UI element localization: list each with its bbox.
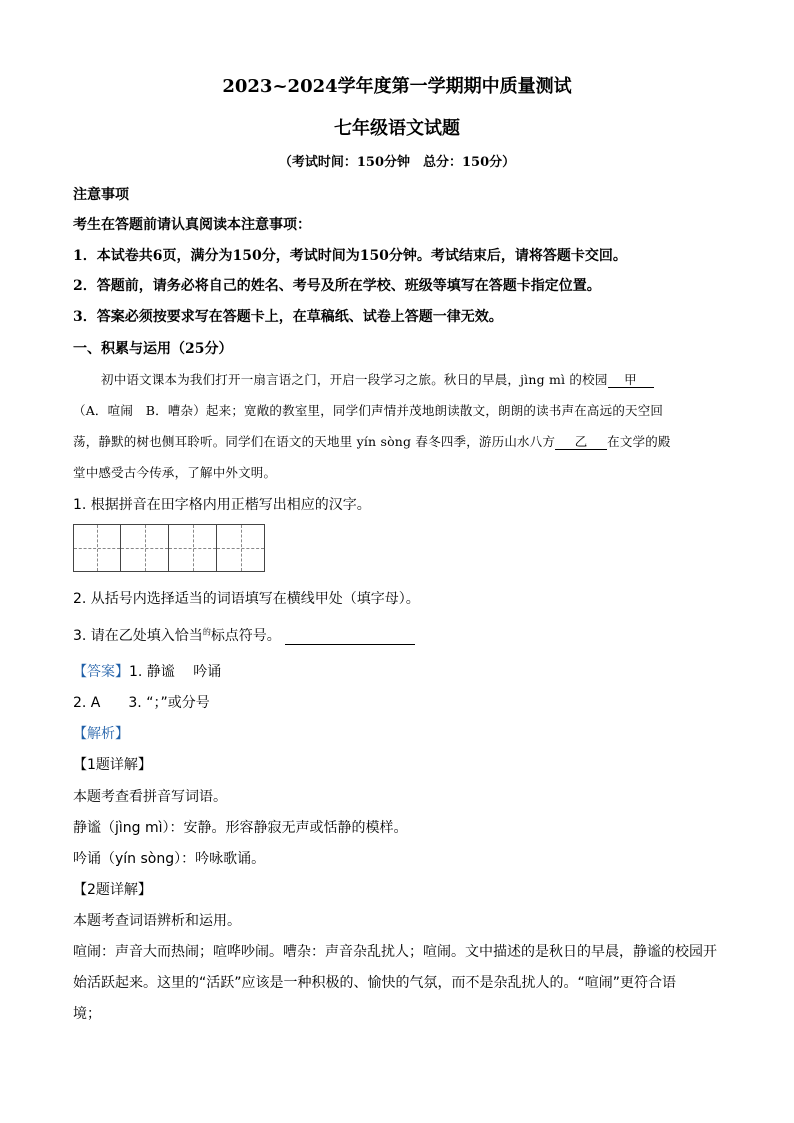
tianzige-cell[interactable]	[73, 524, 121, 572]
analysis-q1-heading: 【1题详解】	[73, 757, 152, 773]
section-heading: 一、积累与运用（25分）	[73, 341, 233, 357]
analysis-text: 始活跃起来。这里的“活跃”应该是一种积极的、愉快的气氛，而不是杂乱扰人的。“喧闹”更符合语	[73, 975, 677, 991]
question-3-blank[interactable]	[285, 630, 415, 645]
question-1: 1. 根据拼音在田字格内用正楷写出相应的汉字。	[73, 497, 371, 513]
analysis-text: 境；	[73, 1006, 101, 1022]
answer-tag: 【答案】	[73, 664, 129, 680]
answer-line	[73, 661, 221, 681]
analysis-text: 吟诵（yín sòng）：吟咏歌诵。	[73, 851, 266, 867]
analysis-q2-heading: 【2题详解】	[73, 882, 152, 898]
passage-text: 初中语文课本为我们打开一扇言语之门，开启一段学习之旅。秋日的早晨，jìng mì 的校园	[101, 372, 608, 387]
answer-2-3: 2. A 3. “；”或分号	[73, 695, 210, 711]
question-2: 2. 从括号内选择适当的词语填写在横线甲处（填字母）。	[73, 591, 420, 607]
passage-text: 荡，静默的树也侧耳聆听。同学们在语文的天地里 yín sòng 春冬四季，游历山水八方	[73, 434, 556, 449]
analysis-text: 本题考查看拼音写词语。	[73, 789, 227, 805]
passage-line: （A．喧闹 B．嘈杂）起来；宽敞的教室里，同学们声情并茂地朗读散文，朗朗的读书声在高远的天空回	[73, 403, 664, 418]
notice-item: 2．答题前，请务必将自己的姓名、考号及所在学校、班级等填写在答题卡指定位置。	[73, 278, 601, 294]
passage-line: 堂中感受古今传承，了解中外文明。	[73, 465, 277, 480]
notice-item: 1．本试卷共6页，满分为150分，考试时间为150分钟。考试结束后，请将答题卡交回。	[73, 248, 627, 264]
exam-subtitle: 七年级语文试题	[334, 118, 460, 139]
analysis-tag: 【解析】	[73, 726, 129, 742]
tianzige-cell[interactable]	[217, 524, 265, 572]
answer-1: 1. 静谧 吟诵	[129, 664, 222, 680]
exam-info: （考试时间：150分钟 总分：150分）	[278, 155, 516, 170]
question-3	[73, 625, 415, 645]
tianzige-cell[interactable]	[169, 524, 217, 572]
exam-title: 2023~2024学年度第一学期期中质量测试	[222, 76, 572, 97]
notice-item: 3．答案必须按要求写在答题卡上，在草稿纸、试卷上答题一律无效。	[73, 309, 503, 325]
analysis-text: 本题考查词语辨析和运用。	[73, 913, 241, 929]
blank-jia: 甲	[608, 373, 654, 388]
question-3-text: 3. 请在乙处填入恰当	[73, 628, 203, 644]
notice-intro: 考生在答题前请认真阅读本注意事项：	[73, 217, 311, 233]
passage-text: 在文学的殿	[607, 434, 671, 449]
notice-heading: 注意事项	[73, 187, 129, 203]
blank-yi: 乙	[555, 435, 607, 450]
question-3-text: 标点符号。	[210, 628, 281, 644]
tianzige-grid	[73, 524, 265, 572]
analysis-text: 喧闹：声音大而热闹；喧哗吵闹。嘈杂：声音杂乱扰人；喧闹。文中描述的是秋日的早晨，静谧的校园开	[73, 944, 717, 960]
tianzige-cell[interactable]	[121, 524, 169, 572]
analysis-text: 静谧（jìng mì）：安静。形容静寂无声或恬静的模样。	[73, 820, 408, 836]
passage-line	[101, 370, 654, 388]
passage-line	[73, 432, 671, 450]
question-3-superscript: 的	[202, 627, 211, 637]
